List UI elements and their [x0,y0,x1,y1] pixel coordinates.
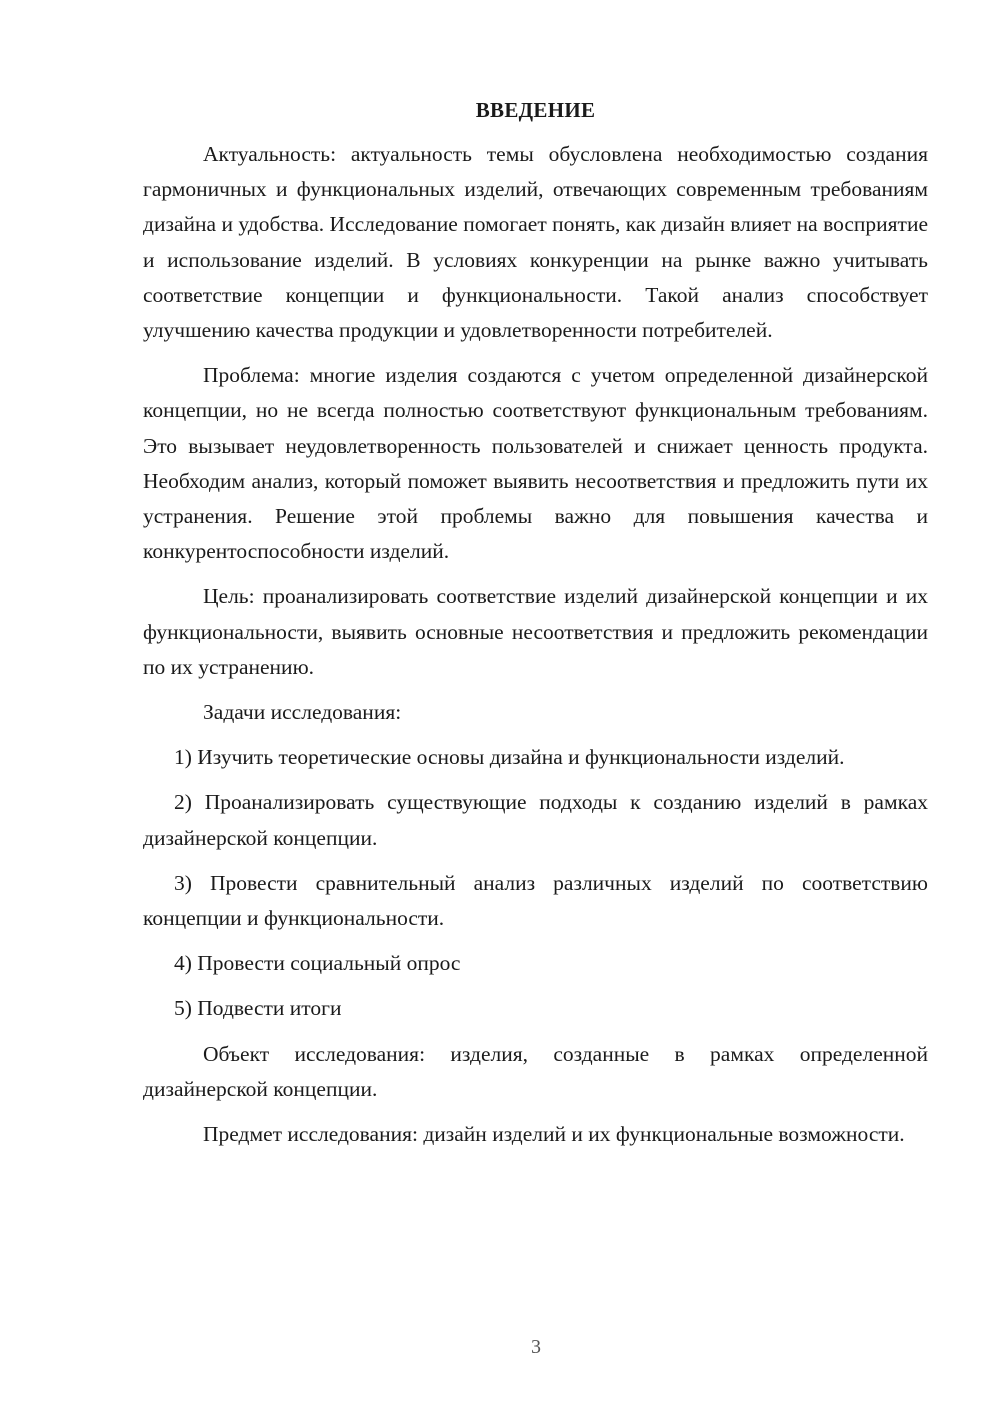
object-paragraph: Объект исследования: изделия, созданные в рамках определенной дизайнерской концепции. [143,1041,928,1101]
page-number: 3 [531,1336,541,1358]
task-item-1: 1) Изучить теоретические основы дизайна и функциональности изделий. [174,745,845,770]
task-item-4: 4) Провести социальный опрос [174,951,461,976]
tasks-title: Задачи исследования: [203,700,402,725]
task-item-3: 3) Провести сравнительный анализ различных изделий по соответствию концепции и функциональности. [143,870,928,931]
task-item-5: 5) Подвести итоги [174,996,342,1021]
section-heading: ВВЕДЕНИЕ [475,98,596,122]
problem-paragraph: Проблема: многие изделия создаются с учетом определенной дизайнерской концепции, но не всегда полностью соответствуют функциональным требованиям. Это вызывает неудовлетворенность пользователей и снижает ценность продукта. Необходим анализ, который поможет выявить несоответствия и предложить пути их устранения. Решение этой проблемы важно для повышения качества и конкурентоспособности изделий. [143,363,928,564]
subject-paragraph: Предмет исследования: дизайн изделий и их функциональные возможности. [203,1122,905,1147]
goal-paragraph: Цель: проанализировать соответствие изделий дизайнерской концепции и их функциональности, выявить основные несоответствия и предложить рекомендации по их устранению. [143,584,928,679]
task-item-2: 2) Проанализировать существующие подходы к созданию изделий в рамках дизайнерской концепции. [143,790,928,850]
relevance-paragraph: Актуальность: актуальность темы обусловлена необходимостью создания гармоничных и функциональных изделий, отвечающих современным требованиям дизайна и удобства. Исследование помогает понять, как дизайн влияет на восприятие и использование изделий. В условиях конкуренции на рынке важно учитывать соответствие концепции и функциональности. Такой анализ способствует улучшению качества продукции и удовлетворенности потребителей. [143,142,928,343]
document-page [143,95,928,1162]
